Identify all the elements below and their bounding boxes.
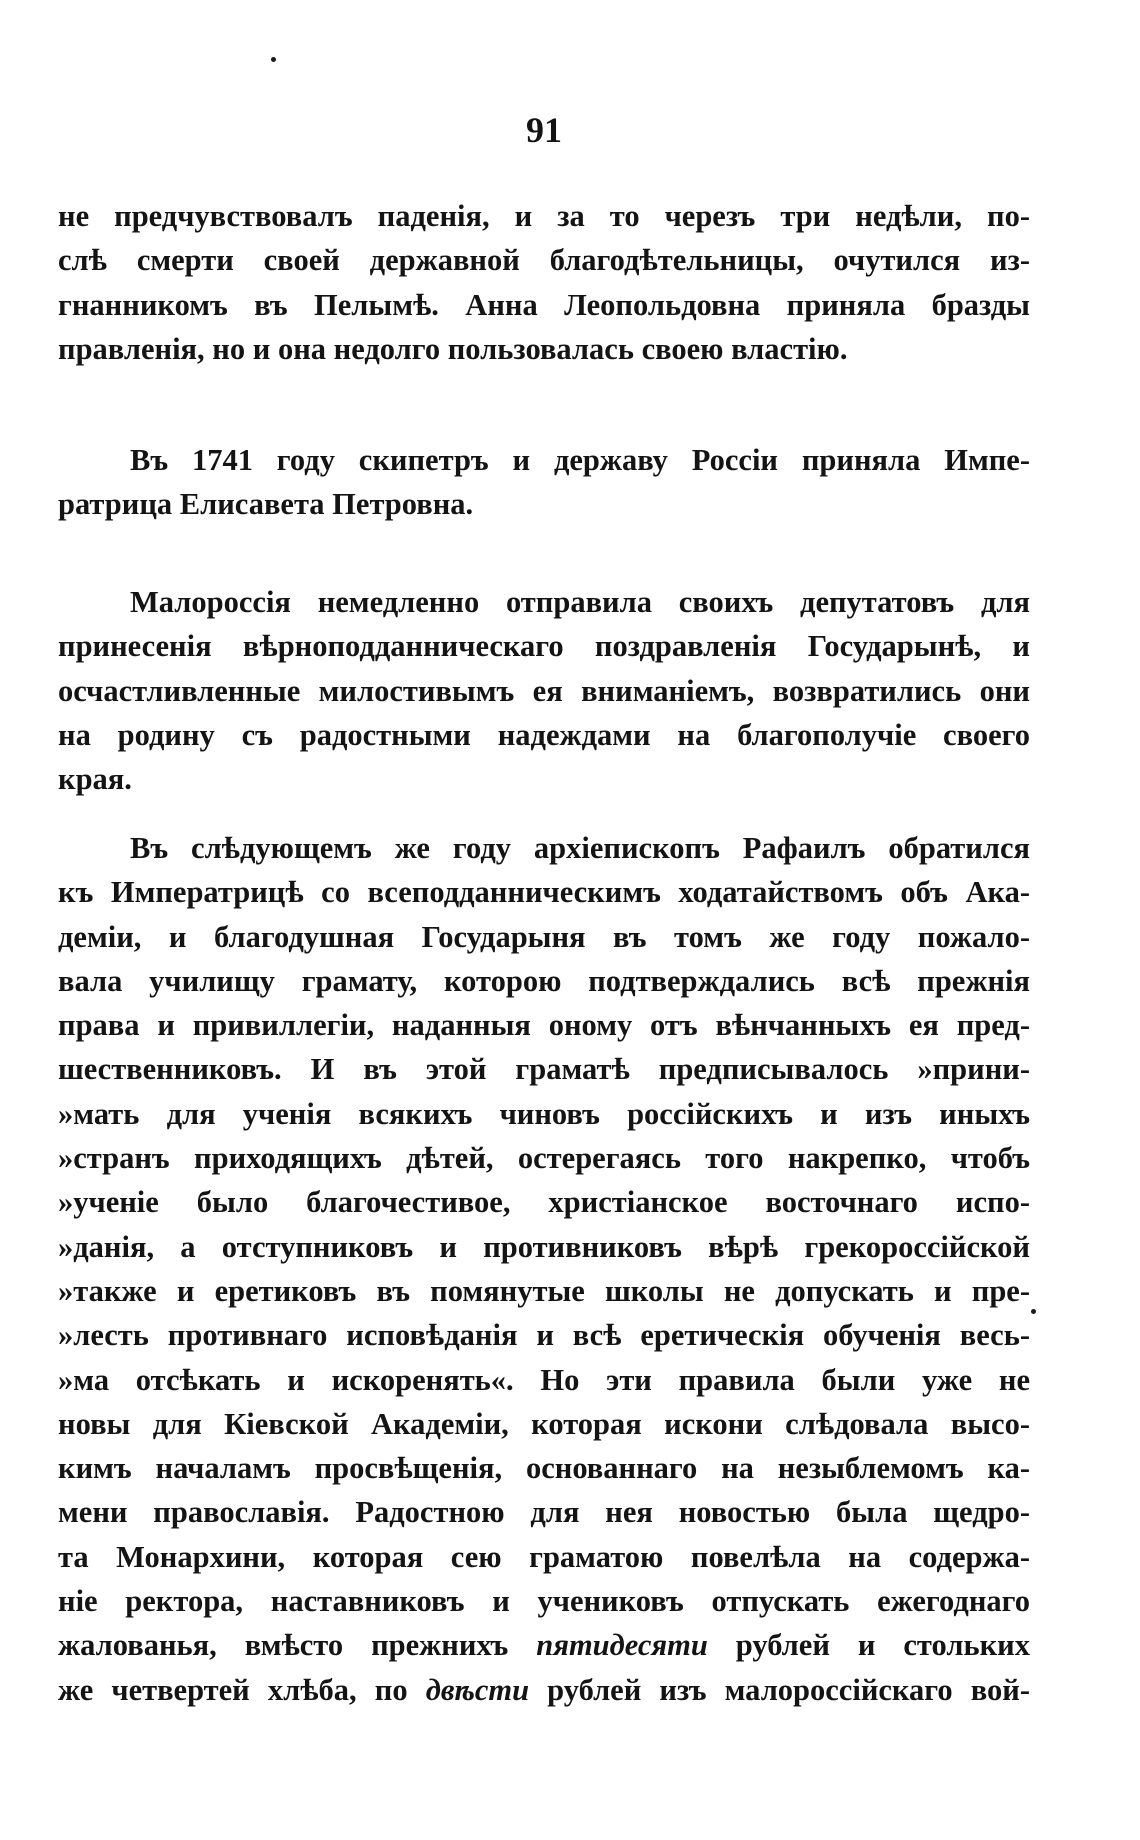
italic-word: двѣсти — [425, 1672, 530, 1707]
page-number: 91 — [526, 110, 562, 150]
text-line: слѣ смерти своей державной благодѣтельницы, очутился из- — [58, 243, 1030, 278]
text-line: ратрица Елисавета Петровна. — [58, 487, 474, 522]
text-line: »ученіе было благочестивое, христіанское восточнаго испо- — [58, 1185, 1030, 1220]
text-line: гнанникомъ въ Пелымѣ. Анна Леопольдовна приняла бразды — [58, 287, 1030, 322]
text-line: Малороссія немедленно отправила своихъ депутатовъ для — [130, 585, 1030, 619]
text-line: Въ слѣдующемъ же году архіепископъ Рафаилъ обратился — [130, 831, 1030, 865]
text-run: рублей изъ малороссійскаго вой- — [529, 1672, 1030, 1707]
text-line: мени православія. Радостною для нея новостью была щедро- — [58, 1495, 1030, 1530]
paragraph-1 — [58, 194, 1030, 371]
text-line: края. — [58, 762, 132, 797]
text-line-with-italic — [58, 1668, 1030, 1712]
text-line: кимъ началамъ просвѣщенія, основаннаго на незыблемомъ ка- — [58, 1451, 1030, 1486]
text-line: деміи, и благодушная Государыня въ томъ же году пожало- — [58, 919, 1030, 954]
text-line: шественниковъ. И въ этой граматѣ предписывалось »прини- — [58, 1052, 1030, 1087]
text-line-with-italic — [58, 1623, 1030, 1667]
text-line: не предчувствовалъ паденія, и за то черезъ три недѣли, по- — [58, 199, 1030, 233]
text-run: рублей и стольких — [707, 1628, 1030, 1663]
paragraph-4 — [58, 826, 1030, 1712]
text-line: на родину съ радостными надеждами на благополучіе своего — [58, 717, 1030, 752]
text-line: правленія, но и она недолго пользовалась своею властію. — [58, 331, 848, 366]
text-line: »мать для ученія всякихъ чиновъ россійскихъ и изъ иныхъ — [58, 1096, 1030, 1131]
text-line: »лесть противнаго исповѣданія и всѣ еретическія обученія весь- — [58, 1318, 1030, 1353]
text-line: новы для Кіевской Академіи, которая искони слѣдовала высо- — [58, 1406, 1030, 1441]
text-line: »данія, а отступниковъ и противниковъ вѣрѣ грекороссійской — [58, 1229, 1030, 1264]
paragraph-3 — [58, 580, 1030, 801]
text-line: Въ 1741 году скипетръ и державу Россіи приняла Импе- — [130, 443, 1030, 477]
text-line: вала училищу грамату, которою подтверждались всѣ прежнія — [58, 963, 1030, 998]
ink-speck-right — [1031, 1309, 1036, 1314]
text-line: права и привиллегіи, наданныя оному отъ вѣнчанныхъ ея пред- — [58, 1008, 1030, 1043]
text-line: осчастливленные милостивымъ ея вниманіемъ, возвратились они — [58, 673, 1030, 708]
text-line: »также и еретиковъ въ помянутые школы не допускать и пре- — [58, 1273, 1030, 1308]
text-run: же четвертей хлѣба, по — [58, 1672, 426, 1707]
text-line: ніе ректора, наставниковъ и учениковъ отпускать ежегоднаго — [58, 1584, 1030, 1619]
text-line: та Монархини, которая сею граматою повелѣла на содержа- — [58, 1539, 1030, 1574]
ink-speck-top — [271, 57, 276, 62]
paragraph-2 — [58, 438, 1030, 527]
text-line: »ма отсѣкать и искоренять«. Но эти правила были уже не — [58, 1362, 1030, 1397]
italic-word: пятидесяти — [536, 1628, 708, 1663]
text-line: »странъ приходящихъ дѣтей, остерегаясь того накрепко, чтобъ — [58, 1141, 1030, 1176]
text-line: принесенія вѣрноподданническаго поздравленія Государынѣ, и — [58, 629, 1030, 664]
text-run: жалованья, вмѣсто прежнихъ — [58, 1628, 537, 1663]
text-line: къ Императрицѣ со всеподданническимъ ходатайствомъ объ Ака- — [58, 875, 1030, 910]
